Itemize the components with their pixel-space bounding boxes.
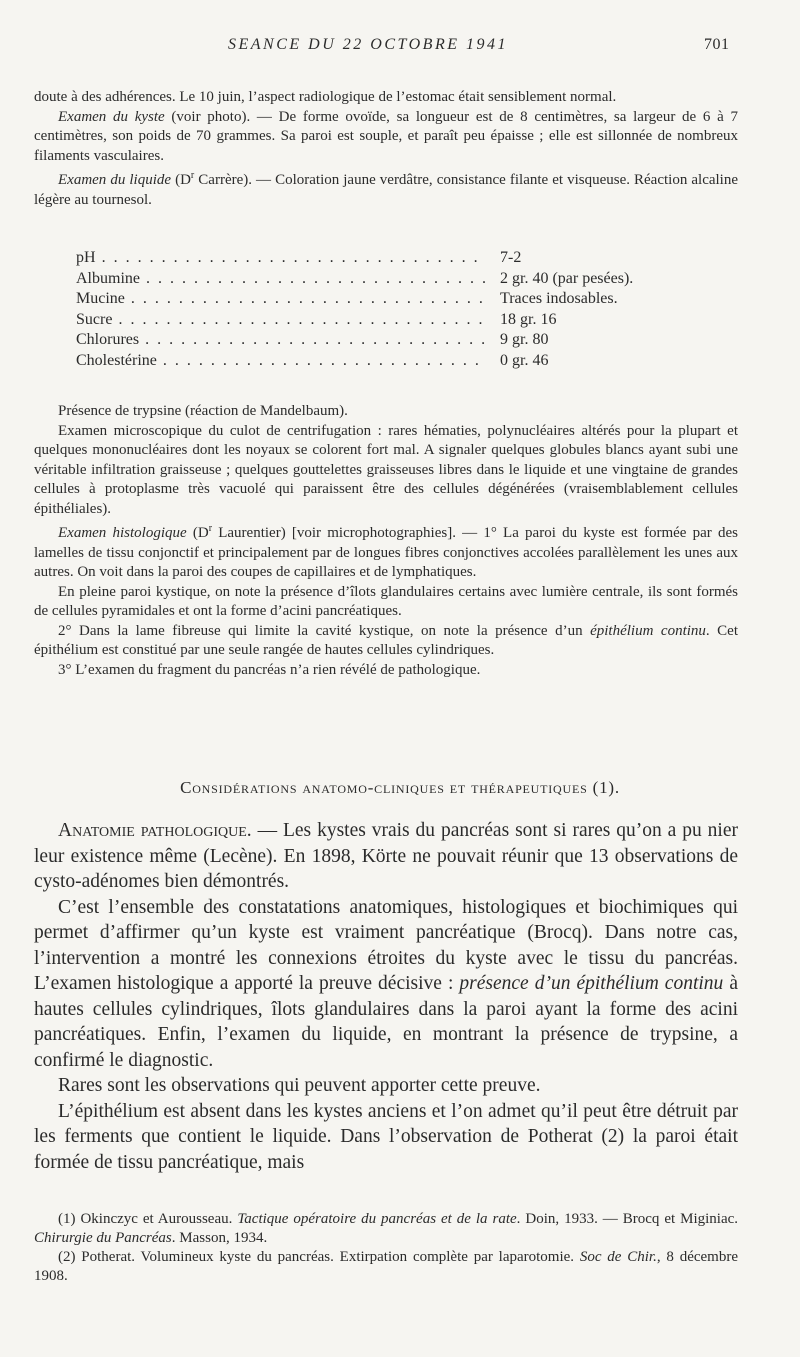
page-number: 701 xyxy=(704,36,730,53)
subheading-pathology: Anatomie pathologique. xyxy=(58,820,252,841)
paragraph-microscopy: Examen microscopique du culot de centrifugation : rares hématies, polynucléaires altérés pour la plupart et quelques mononucléaires dont les noyaux se colorent fort mal. A signaler quelques globules blancs ayant subi une véritable infiltration graisseuse ; quelques gouttelettes graisseuses libres dans le liquide et une vingtaine de grandes cellules à protoplasme très vacuolé qui paraissent être des cellules dégénérées (vraisemblablement cellules épithéliales). xyxy=(34,422,738,517)
table-row xyxy=(76,330,716,351)
row-label: Mucine . . . xyxy=(76,289,486,310)
footnotes xyxy=(34,1210,738,1286)
row-label: pH . . . xyxy=(76,248,486,269)
table-row xyxy=(76,269,716,290)
paragraph-cyst-exam: Examen du kyste (voir photo). — De forme ovoïde, sa longueur est de 8 centimètres, sa largeur de 6 à 7 centimètres, son poids de 70 grammes. Sa paroi est souple, et paraît peu épaisse ; elle est sillonnée de nombreux filaments vasculaires. xyxy=(34,108,738,164)
section-title: Considérations anatomo-cliniques et thérapeutiques (1). xyxy=(180,778,620,797)
paragraph-islets: En pleine paroi kystique, on note la présence d’îlots glandulaires certains avec lumière centrale, ils sont formés de cellules pyramidales et ont la forme d’acini pancréatiques. xyxy=(34,583,738,619)
fluid-analysis-table xyxy=(76,248,716,371)
table-row xyxy=(76,310,716,331)
footnote-1: (1) Okinczyc et Aurousseau. Tactique opératoire du pancréas et de la rate. Doin, 1933. — Brocq et Miginiac. Chirurgie du Pancréas. Masson, 1934. xyxy=(34,1211,739,1246)
running-title: SEANCE DU 22 OCTOBRE 1941 xyxy=(228,36,508,53)
paragraph-pancreas-fragment: 3° L’examen du fragment du pancréas n’a rien révélé de pathologique. xyxy=(58,661,481,678)
row-value: 9 gr. 80 xyxy=(500,331,549,348)
running-header xyxy=(0,36,800,60)
subheading-cyst-exam: Examen du kyste xyxy=(58,108,165,125)
paragraph-trypsin: Présence de trypsine (réaction de Mandelbaum). xyxy=(58,403,348,419)
discussion-paragraphs xyxy=(34,818,738,1175)
footnote-2: (2) Potherat. Volumineux kyste du pancréas. Extirpation complète par laparotomie. Soc de Chir., 8 décembre 1908. xyxy=(34,1249,738,1284)
paragraph-epithelium-absent: L’épithélium est absent dans les kystes anciens et l’on admet qu’il peut être détruit par les ferments que contient le liquide. Dans l’observation de Potherat (2) la paroi était formée de tissu pancréatique, mais xyxy=(34,1100,738,1173)
paragraph-rare-proof: Rares sont les observations qui peuvent apporter cette preuve. xyxy=(58,1075,541,1096)
paragraph-diagnosis: C’est l’ensemble des constatations anatomiques, histologiques et biochimiques qui permet d’affirmer qu’un kyste est vraiment pancréatique (Brocq). Dans notre cas, l’intervention a montré les connexions étroites du kyste avec le tissu du pancréas. L’examen histologique a apporté la preuve décisive : présence d’un épithélium continu à hautes cellules cylindriques, îlots glandulaires dans la paroi ayant la forme des acini pancréatiques. Enfin, l’examen du liquide, en montrant la présence de trypsine, a confirmé le diagnostic. xyxy=(34,896,738,1071)
table-row xyxy=(76,351,716,372)
row-value: 0 gr. 46 xyxy=(500,351,549,369)
paragraph-radiology: doute à des adhérences. Le 10 juin, l’aspect radiologique de l’estomac était sensiblement normal. xyxy=(34,89,617,105)
paragraph-histology: Examen histologique ($D^r$ Laurentier) [voir microphotographies]. — 1° La paroi du kyste est formée par des lamelles de tissu conjonctif et principalement par de longues fibres conjonctives accolées parallèlement les unes aux autres. On voit dans la paroi des coupes de capillaires et de lymphatiques. xyxy=(34,523,738,580)
row-value: 7-2 xyxy=(500,249,522,266)
subheading-fluid-exam: Examen du liquide xyxy=(58,172,172,188)
row-label: Chlorures . . . xyxy=(76,330,486,351)
subheading-histology: Examen histologique xyxy=(58,525,187,541)
row-label: Sucre . . . xyxy=(76,310,486,331)
paragraph-fluid-exam: Examen du liquide ($D^r$ Carrère). — Coloration jaune verdâtre, consistance filante et visqueuse. Réaction alcaline légère au tournesol. xyxy=(34,170,738,208)
observation-paragraphs xyxy=(34,88,738,210)
paragraph-epithelium: 2° Dans la lame fibreuse qui limite la cavité kystique, on note la présence d’un épithélium continu. Cet épithélium est constitué par une seule rangée de hautes cellules cylindriques. xyxy=(34,622,738,658)
table-row xyxy=(76,248,716,269)
row-value: 2 gr. 40 (par pesées). xyxy=(500,269,634,287)
row-value: 18 gr. 16 xyxy=(500,310,557,328)
paragraph-pathology: Anatomie pathologique. — Les kystes vrais du pancréas sont si rares qu’on a pu nier leur existence même (Lecène). En 1898, Körte ne pouvait réunir que 13 observations de cysto-adénomes bien démontrés. xyxy=(34,820,738,892)
row-label: Albumine . . . xyxy=(76,269,486,290)
table-row xyxy=(76,289,716,310)
row-label: Cholestérine . . . xyxy=(76,351,486,372)
findings-paragraphs xyxy=(34,402,738,680)
row-value: Traces indosables. xyxy=(500,290,618,307)
